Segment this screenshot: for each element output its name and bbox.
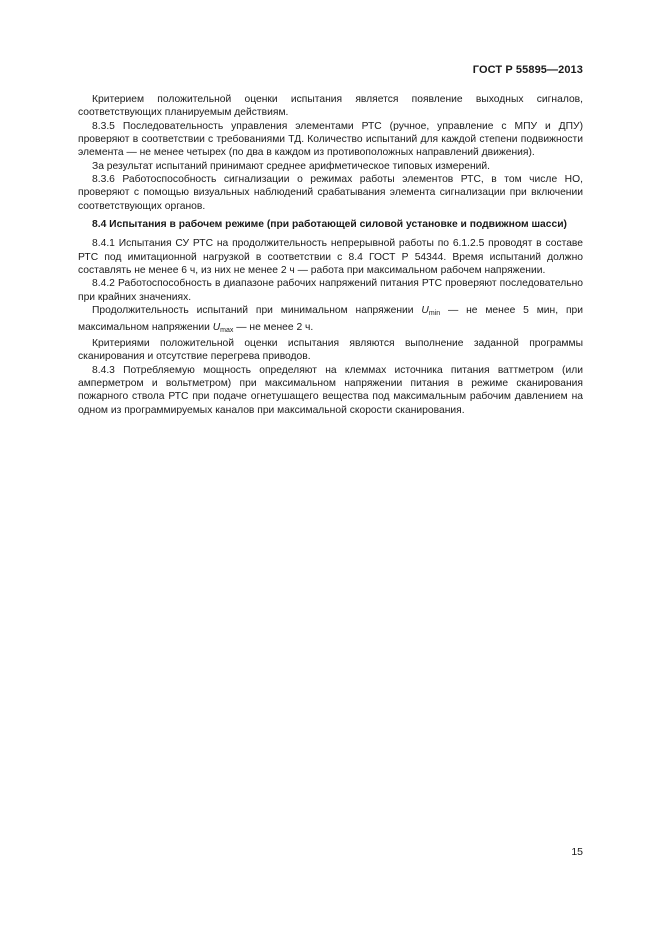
section-heading-8-4: 8.4 Испытания в рабочем режиме (при работающей силовой установке и подвижном шасси): [92, 219, 567, 231]
document-code: ГОСТ Р 55895—2013: [472, 64, 583, 76]
paragraph-result: За результат испытаний принимают среднее арифметическое типовых измерений.: [92, 160, 491, 172]
duration-prefix: Продолжительность испытаний при минимальном напряжении: [92, 305, 422, 317]
duration-suffix: — не менее 2 ч.: [233, 321, 314, 333]
u-min-subscript: min: [428, 310, 441, 318]
u-max-subscript: max: [220, 326, 234, 334]
paragraph-duration: [78, 304, 583, 337]
paragraph-8-3-6: 8.3.6 Работоспособность сигнализации о режимах работы элементов РТС, в том числе НО, проверяют с помощью визуальных наблюдений срабатывания элемента сигнализации при включении соответствующих органов.: [78, 174, 583, 212]
paragraph-8-4-1: 8.4.1 Испытания СУ РТС на продолжительность непрерывной работы по 6.1.2.5 проводят в составе РТС под имитационной нагрузкой в соответствии с 8.4 ГОСТ Р 54344. Время испытаний должно составлять не менее 6 ч, из них не менее 2 ч — работа при максимальном рабочем напряжении.: [78, 238, 583, 277]
u-max-symbol: U: [212, 321, 221, 333]
paragraph-8-4-2: 8.4.2 Работоспособность в диапазоне рабочих напряжений питания РТС проверяют последовательно при крайних значениях.: [78, 278, 583, 303]
duration-middle: — не менее 5 мин, при максимальном напряжении: [78, 305, 583, 333]
page-number: 15: [571, 846, 583, 858]
document-body: [78, 93, 583, 417]
paragraph-criteria: Критериями положительной оценки испытания являются выполнение заданной программы сканирования и отсутствие перегрева приводов.: [78, 337, 583, 363]
paragraph-8-3-5: 8.3.5 Последовательность управления элементами РТС (ручное, управление с МПУ и ДПУ) проверяют в соответствии с требованиями ТД. Количество испытаний для каждой степени подвижности элемента — не менее четырех (по два в каждом из противоположных направлений движения).: [78, 120, 583, 159]
paragraph-8-4-3: 8.4.3 Потребляемую мощность определяют на клеммах источника питания ваттметром (или амперметром и вольтметром) при максимальном напряжении питания в режиме сканирования пожарного ствола РТС при подаче огнетушащего вещества под максимальным рабочим давлением на одном из программируемых каналов при максимальной скорости сканирования.: [78, 364, 583, 416]
paragraph-criterion: Критерием положительной оценки испытания является появление выходных сигналов, соответствующих планируемым действиям.: [78, 94, 583, 119]
u-min-symbol: U: [421, 305, 429, 317]
